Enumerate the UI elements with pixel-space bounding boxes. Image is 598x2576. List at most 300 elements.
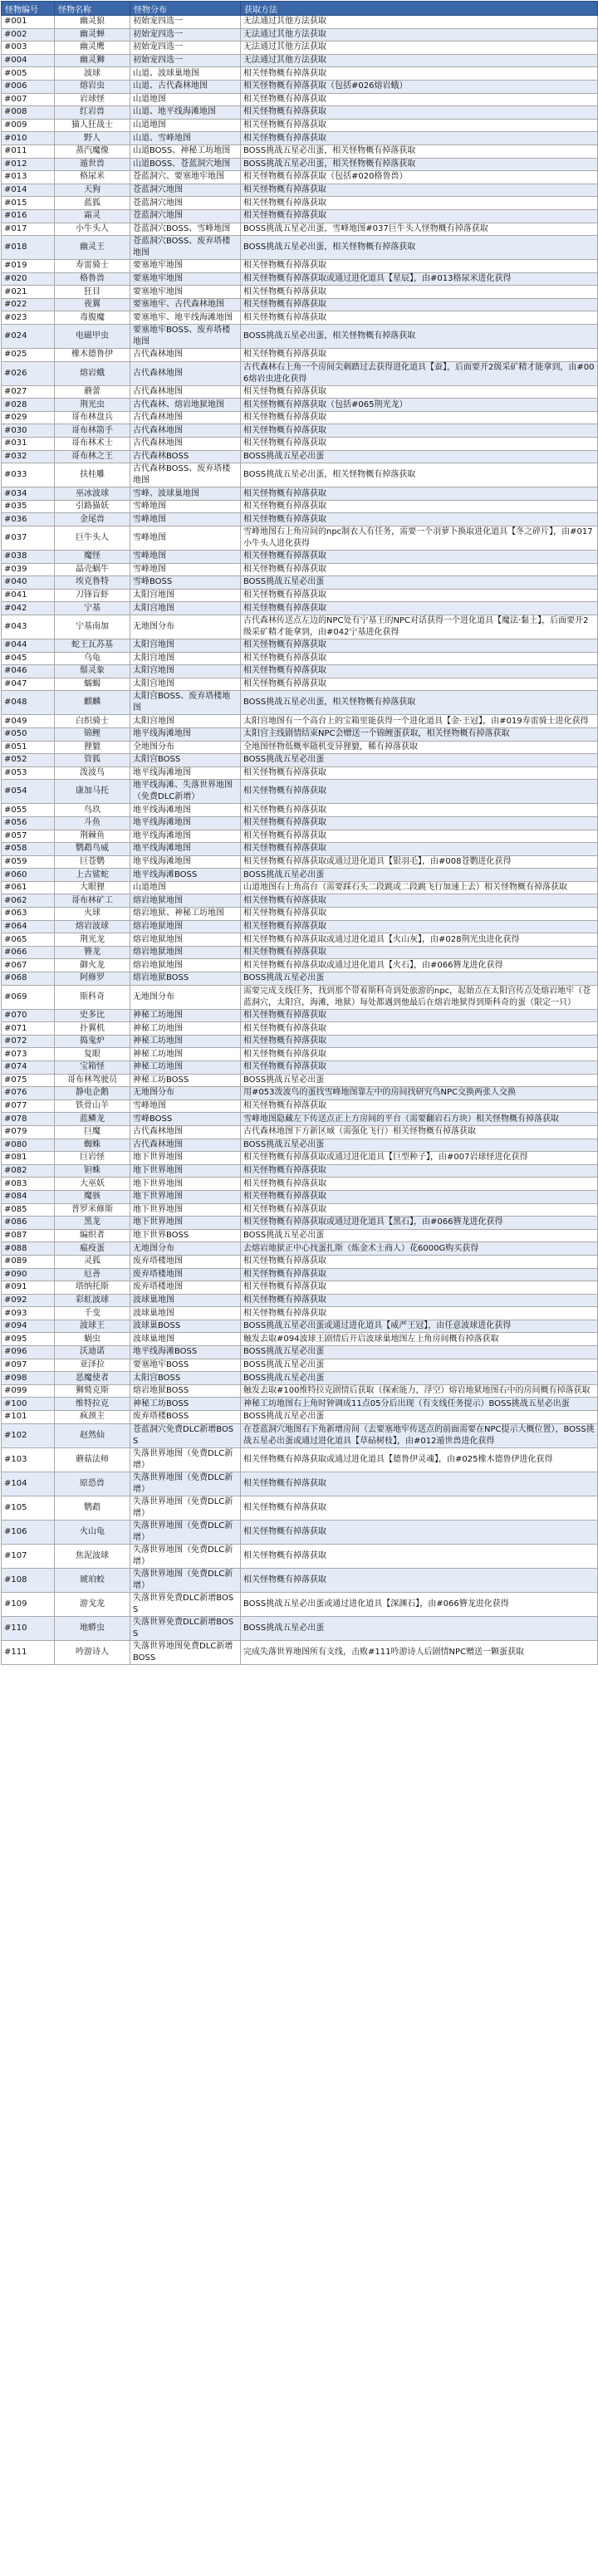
cell-method: BOSS挑战五星必出蛋，相关怪物概有掉落获取 bbox=[241, 463, 598, 487]
table-row bbox=[2, 171, 598, 184]
cell-method: 相关怪物概有掉落获取（包括#065荆光龙） bbox=[241, 399, 598, 412]
cell-id: #047 bbox=[2, 678, 55, 691]
table-row bbox=[2, 1423, 598, 1447]
cell-name: 赵然仙 bbox=[55, 1423, 130, 1447]
cell-name: 钽蛛 bbox=[55, 1164, 130, 1178]
cell-location: 古代森林地图 bbox=[130, 424, 241, 438]
cell-id: #024 bbox=[2, 325, 55, 349]
cell-name: 蒸汽魔像 bbox=[55, 144, 130, 158]
cell-location: 要塞地牢地图 bbox=[130, 286, 241, 299]
cell-name: 波球王 bbox=[55, 1320, 130, 1333]
cell-location: 古代森林地图 bbox=[130, 438, 241, 451]
cell-method: 相关怪物概有掉落获取 bbox=[241, 804, 598, 817]
cell-location: 古代森林、熔岩地狱地图 bbox=[130, 399, 241, 412]
table-row bbox=[2, 1616, 598, 1640]
cell-id: #056 bbox=[2, 816, 55, 830]
cell-location: 失落世界免费DLC新增BOSS bbox=[130, 1592, 241, 1616]
cell-location: 地下世界地图 bbox=[130, 1152, 241, 1165]
table-row bbox=[2, 691, 598, 715]
cell-id: #014 bbox=[2, 184, 55, 197]
table-row bbox=[2, 589, 598, 602]
cell-id: #012 bbox=[2, 158, 55, 171]
cell-name: 厄善 bbox=[55, 1268, 130, 1281]
cell-name: 史多比 bbox=[55, 1009, 130, 1022]
cell-name: 恶魔使者 bbox=[55, 1372, 130, 1385]
cell-location: 无地图分布 bbox=[130, 1087, 241, 1100]
cell-name: 橡木德鲁伊 bbox=[55, 349, 130, 362]
cell-id: #001 bbox=[2, 16, 55, 29]
table-row bbox=[2, 1217, 598, 1230]
cell-method: 相关怪物概有掉落获取 bbox=[241, 1568, 598, 1592]
cell-location: 波球巢地图 bbox=[130, 1294, 241, 1307]
cell-id: #057 bbox=[2, 830, 55, 843]
table-row bbox=[2, 1087, 598, 1100]
table-row bbox=[2, 754, 598, 767]
table-row bbox=[2, 500, 598, 513]
cell-location: 波球巢地图 bbox=[130, 1307, 241, 1320]
cell-method: 相关怪物概有掉落获取 bbox=[241, 286, 598, 299]
cell-method: 相关怪物概有掉落获取或通过进化道具【火山灰】，由#028荆光虫进化获得 bbox=[241, 933, 598, 947]
cell-method: 相关怪物概有掉落获取 bbox=[241, 1164, 598, 1178]
cell-name: 复眼 bbox=[55, 1048, 130, 1061]
table-row bbox=[2, 361, 598, 385]
cell-name: 上古鲨蛇 bbox=[55, 869, 130, 882]
table-row bbox=[2, 1255, 598, 1268]
cell-method: 雪峰地图右上角房间的npc制衣人有任务，需要一个羽萝卜换取进化道具【冬之碎片】，由#017小牛头人进化获得 bbox=[241, 526, 598, 551]
cell-location: 古代森林地图 bbox=[130, 411, 241, 424]
cell-method: BOSS挑战五星必出蛋 bbox=[241, 754, 598, 767]
cell-location: 要塞地牢地图 bbox=[130, 272, 241, 286]
cell-id: #067 bbox=[2, 959, 55, 972]
cell-id: #087 bbox=[2, 1229, 55, 1242]
cell-method: BOSS挑战五星必出蛋 bbox=[241, 1074, 598, 1087]
table-row bbox=[2, 881, 598, 894]
cell-id: #052 bbox=[2, 754, 55, 767]
cell-location: 波球巢BOSS bbox=[130, 1320, 241, 1333]
cell-location: 废弃塔楼BOSS bbox=[130, 1411, 241, 1424]
cell-name: 巨牛头人 bbox=[55, 526, 130, 551]
cell-id: #003 bbox=[2, 42, 55, 55]
cell-location: 地下世界地图 bbox=[130, 1217, 241, 1230]
cell-id: #092 bbox=[2, 1294, 55, 1307]
cell-name: 巨魔 bbox=[55, 1125, 130, 1139]
cell-name: 天狗 bbox=[55, 184, 130, 197]
table-row bbox=[2, 972, 598, 986]
table-row bbox=[2, 1074, 598, 1087]
cell-location: 雪峰BOSS bbox=[130, 1113, 241, 1126]
cell-name: 熔岩蛾 bbox=[55, 361, 130, 385]
cell-id: #017 bbox=[2, 223, 55, 236]
table-row bbox=[2, 816, 598, 830]
cell-name: 阿修罗 bbox=[55, 972, 130, 986]
table-row bbox=[2, 209, 598, 223]
cell-id: #031 bbox=[2, 438, 55, 451]
cell-id: #006 bbox=[2, 80, 55, 93]
table-row bbox=[2, 385, 598, 399]
cell-method: 无法通过其他方法获取 bbox=[241, 42, 598, 55]
cell-name: 巫冰波球 bbox=[55, 487, 130, 501]
table-row bbox=[2, 1346, 598, 1359]
table-row bbox=[2, 1152, 598, 1165]
cell-name: 捣鬼炉 bbox=[55, 1035, 130, 1048]
cell-id: #081 bbox=[2, 1152, 55, 1165]
table-row bbox=[2, 1022, 598, 1036]
cell-method: 相关怪物概有掉落获取 bbox=[241, 843, 598, 856]
table-row bbox=[2, 1164, 598, 1178]
cell-name: 簪龙 bbox=[55, 946, 130, 959]
table-row bbox=[2, 106, 598, 120]
cell-method: 全地图怪物低概率随机变异狸貔，稀有掉落获取 bbox=[241, 741, 598, 754]
table-row bbox=[2, 80, 598, 93]
cell-id: #018 bbox=[2, 236, 55, 260]
cell-name: 彩虹波球 bbox=[55, 1294, 130, 1307]
cell-id: #084 bbox=[2, 1190, 55, 1203]
table-row bbox=[2, 678, 598, 691]
cell-name: 魔骇 bbox=[55, 1190, 130, 1203]
cell-name: 哥布林盘兵 bbox=[55, 411, 130, 424]
cell-location: 地平线海滩BOSS bbox=[130, 1346, 241, 1359]
cell-method: 相关怪物概有掉落获取 bbox=[241, 132, 598, 145]
cell-id: #039 bbox=[2, 563, 55, 576]
cell-name: 锦鲤 bbox=[55, 727, 130, 741]
table-row bbox=[2, 158, 598, 171]
cell-name: 埃克鲁特 bbox=[55, 576, 130, 590]
cell-name: 金尾兽 bbox=[55, 513, 130, 526]
cell-location: 熔岩地狱地图 bbox=[130, 894, 241, 908]
table-row bbox=[2, 1640, 598, 1664]
cell-name: 霜灵 bbox=[55, 209, 130, 223]
table-row bbox=[2, 438, 598, 451]
table-row bbox=[2, 1307, 598, 1320]
table-row bbox=[2, 843, 598, 856]
cell-method: 相关怪物概有掉落获取或通过进化道具【银羽毛】，由#008苍鹦进化获得 bbox=[241, 855, 598, 869]
cell-id: #020 bbox=[2, 272, 55, 286]
cell-id: #082 bbox=[2, 1164, 55, 1178]
cell-name: 哥布林矿工 bbox=[55, 894, 130, 908]
table-row bbox=[2, 1544, 598, 1568]
cell-method: 相关怪物概有掉落获取 bbox=[241, 639, 598, 652]
cell-location: 地下世界地图 bbox=[130, 1178, 241, 1191]
cell-name: 蘑菇法师 bbox=[55, 1447, 130, 1472]
cell-name: 康加马托 bbox=[55, 780, 130, 804]
table-row bbox=[2, 1447, 598, 1472]
table-row bbox=[2, 1125, 598, 1139]
cell-location: 古代森林地图 bbox=[130, 1125, 241, 1139]
cell-method: 相关怪物概有掉落获取 bbox=[241, 93, 598, 106]
cell-name: 小牛头人 bbox=[55, 223, 130, 236]
table-row bbox=[2, 184, 598, 197]
cell-name: 寿雷骑士 bbox=[55, 260, 130, 273]
cell-method: 相关怪物概有掉落获取或通过进化道具【黑石】，由#066簪龙进化获得 bbox=[241, 1217, 598, 1230]
cell-name: 千变 bbox=[55, 1307, 130, 1320]
cell-location: 雪峰、波球巢地图 bbox=[130, 487, 241, 501]
cell-location: 古代森林BOSS、废弃塔楼地图 bbox=[130, 463, 241, 487]
cell-name: 地蟒虫 bbox=[55, 1616, 130, 1640]
table-row bbox=[2, 551, 598, 564]
cell-location: 雪峰地图 bbox=[130, 1099, 241, 1113]
cell-location: 神秘工坊BOSS bbox=[130, 1074, 241, 1087]
cell-method: 相关怪物概有掉落获取 bbox=[241, 1009, 598, 1022]
cell-id: #079 bbox=[2, 1125, 55, 1139]
header-row bbox=[2, 2, 598, 16]
cell-method: 相关怪物概有掉落获取 bbox=[241, 1281, 598, 1295]
cell-id: #030 bbox=[2, 424, 55, 438]
cell-id: #059 bbox=[2, 855, 55, 869]
table-row bbox=[2, 1472, 598, 1496]
cell-location: 神秘工坊地图 bbox=[130, 1061, 241, 1075]
cell-location: 苍蓝洞穴BOSS、雪峰地图 bbox=[130, 223, 241, 236]
cell-id: #055 bbox=[2, 804, 55, 817]
cell-id: #078 bbox=[2, 1113, 55, 1126]
cell-location: 要塞地牢、古代森林地图 bbox=[130, 298, 241, 311]
cell-method: BOSS挑战五星必出蛋，相关怪物概有掉落获取 bbox=[241, 325, 598, 349]
cell-id: #010 bbox=[2, 132, 55, 145]
cell-id: #066 bbox=[2, 946, 55, 959]
cell-method: 古代森林地图下方新区域（需强化飞行）相关怪物概有掉落获取 bbox=[241, 1125, 598, 1139]
table-row bbox=[2, 411, 598, 424]
cell-method: 用#053泼波鸟的蛋找雪峰地图靠左中的房间找研究鸟NPC交换两张人交换 bbox=[241, 1087, 598, 1100]
table-row bbox=[2, 894, 598, 908]
cell-location: 地平线海滩地图 bbox=[130, 843, 241, 856]
cell-method: 相关怪物概有掉落获取 bbox=[241, 1022, 598, 1036]
cell-location: 熔岩地狱BOSS bbox=[130, 1384, 241, 1398]
cell-name: 黑龙 bbox=[55, 1217, 130, 1230]
cell-method: 神秘工坊地图右上角时钟调成11点05分后出现（有支线任务提示）BOSS挑战五星必出蛋 bbox=[241, 1398, 598, 1411]
cell-id: #029 bbox=[2, 411, 55, 424]
cell-name: 幽灵狮 bbox=[55, 54, 130, 67]
cell-method: 相关怪物概有掉落获取或通过进化道具【星辰】，由#013格尿米进化获得 bbox=[241, 272, 598, 286]
cell-name: 琥珀蛟 bbox=[55, 1568, 130, 1592]
cell-method: BOSS挑战五星必出蛋 bbox=[241, 972, 598, 986]
table-row bbox=[2, 16, 598, 29]
cell-location: 雪峰地图 bbox=[130, 500, 241, 513]
cell-name: 幽灵蝉 bbox=[55, 28, 130, 42]
cell-name: 红岩兽 bbox=[55, 106, 130, 120]
monster-table bbox=[1, 1, 598, 1665]
cell-name: 静电企鹅 bbox=[55, 1087, 130, 1100]
table-row bbox=[2, 933, 598, 947]
cell-id: #109 bbox=[2, 1592, 55, 1616]
table-row bbox=[2, 236, 598, 260]
cell-name: 狸貔 bbox=[55, 741, 130, 754]
cell-location: 山道地图 bbox=[130, 881, 241, 894]
cell-name: 狂目 bbox=[55, 286, 130, 299]
header-method: 获取方法 bbox=[241, 2, 598, 16]
cell-method: 相关怪物概有掉落获取 bbox=[241, 894, 598, 908]
table-row bbox=[2, 1496, 598, 1520]
table-row bbox=[2, 946, 598, 959]
cell-name: 火山龟 bbox=[55, 1520, 130, 1544]
table-row bbox=[2, 1281, 598, 1295]
cell-name: 火球 bbox=[55, 908, 130, 921]
cell-method: 相关怪物概有掉落获取 bbox=[241, 67, 598, 81]
cell-name: 晶壳蜗牛 bbox=[55, 563, 130, 576]
cell-name: 普罗米修斯 bbox=[55, 1203, 130, 1217]
cell-method: 相关怪物概有掉落获取 bbox=[241, 1268, 598, 1281]
cell-name: 哥布林驾驶员 bbox=[55, 1074, 130, 1087]
cell-method: BOSS挑战五星必出蛋，相关怪物概有掉落获取 bbox=[241, 158, 598, 171]
header-name: 怪物名称 bbox=[55, 2, 130, 16]
cell-id: #034 bbox=[2, 487, 55, 501]
cell-name: 鹦鹉鸟威 bbox=[55, 843, 130, 856]
cell-id: #086 bbox=[2, 1217, 55, 1230]
cell-id: #099 bbox=[2, 1384, 55, 1398]
cell-id: #050 bbox=[2, 727, 55, 741]
cell-location: 雪峰地图 bbox=[130, 563, 241, 576]
cell-method: BOSS挑战五星必出蛋 bbox=[241, 1616, 598, 1640]
cell-name: 引路猫妖 bbox=[55, 500, 130, 513]
cell-location: 苍蓝洞穴、要塞地牢地图 bbox=[130, 171, 241, 184]
table-row bbox=[2, 1190, 598, 1203]
cell-method: 相关怪物概有掉落获取 bbox=[241, 119, 598, 132]
cell-location: 山道地图 bbox=[130, 119, 241, 132]
cell-id: #070 bbox=[2, 1009, 55, 1022]
cell-method: 相关怪物概有掉落获取 bbox=[241, 1255, 598, 1268]
cell-name: 哥布林术士 bbox=[55, 438, 130, 451]
table-row bbox=[2, 450, 598, 463]
cell-method: 相关怪物概有掉落获取 bbox=[241, 665, 598, 678]
cell-location: 无地图分布 bbox=[130, 1242, 241, 1256]
cell-name: 狮鹫克斯 bbox=[55, 1384, 130, 1398]
table-row bbox=[2, 1009, 598, 1022]
table-row bbox=[2, 665, 598, 678]
cell-id: #019 bbox=[2, 260, 55, 273]
cell-name: 扑翼机 bbox=[55, 1022, 130, 1036]
cell-location: 山道、地平线海滩地图 bbox=[130, 106, 241, 120]
table-row bbox=[2, 1568, 598, 1592]
cell-location: 地下世界地图 bbox=[130, 1190, 241, 1203]
table-row bbox=[2, 741, 598, 754]
cell-name: 大眼狸 bbox=[55, 881, 130, 894]
cell-name: 斗鱼 bbox=[55, 816, 130, 830]
cell-id: #051 bbox=[2, 741, 55, 754]
cell-location: 失落世界地图（免费DLC新增） bbox=[130, 1544, 241, 1568]
cell-id: #021 bbox=[2, 286, 55, 299]
table-row bbox=[2, 1113, 598, 1126]
cell-location: 雪峰地图 bbox=[130, 551, 241, 564]
cell-method: 相关怪物概有掉落获取 bbox=[241, 652, 598, 665]
cell-id: #063 bbox=[2, 908, 55, 921]
table-row bbox=[2, 1048, 598, 1061]
cell-name: 电磁甲虫 bbox=[55, 325, 130, 349]
cell-id: #073 bbox=[2, 1048, 55, 1061]
cell-name: 瘟疫蛋 bbox=[55, 1242, 130, 1256]
cell-id: #111 bbox=[2, 1640, 55, 1664]
cell-location: 失落世界地图（免费DLC新增） bbox=[130, 1472, 241, 1496]
cell-method: 太阳宫地图有一个高台上的宝箱里能获得一个进化道具【金·王冠】，由#019寿雷骑士进化获得 bbox=[241, 715, 598, 728]
cell-location: 地下世界地图 bbox=[130, 1203, 241, 1217]
table-row bbox=[2, 869, 598, 882]
cell-location: 熔岩地狱地图 bbox=[130, 959, 241, 972]
cell-id: #053 bbox=[2, 766, 55, 780]
cell-name: 巨岩怪 bbox=[55, 1152, 130, 1165]
table-row bbox=[2, 260, 598, 273]
cell-name: 巨苍鹦 bbox=[55, 855, 130, 869]
table-row bbox=[2, 526, 598, 551]
cell-id: #044 bbox=[2, 639, 55, 652]
cell-id: #002 bbox=[2, 28, 55, 42]
cell-name: 幽灵狼 bbox=[55, 16, 130, 29]
cell-location: 太阳宫BOSS、废弃塔楼地图 bbox=[130, 691, 241, 715]
table-row bbox=[2, 715, 598, 728]
cell-id: #023 bbox=[2, 311, 55, 325]
cell-method: BOSS挑战五星必出蛋，雪峰地图#037巨牛头人怪物概有掉落获取 bbox=[241, 223, 598, 236]
table-row bbox=[2, 513, 598, 526]
table-row bbox=[2, 804, 598, 817]
cell-name: 格鲁兽 bbox=[55, 272, 130, 286]
cell-name: 塔纳托斯 bbox=[55, 1281, 130, 1295]
cell-name: 鹦鹉 bbox=[55, 1496, 130, 1520]
cell-method: 相关怪物概有掉落获取 bbox=[241, 946, 598, 959]
cell-id: #071 bbox=[2, 1022, 55, 1036]
cell-location: 失落世界地图（免费DLC新增） bbox=[130, 1496, 241, 1520]
table-row bbox=[2, 639, 598, 652]
cell-method: 相关怪物概有掉落获取 bbox=[241, 589, 598, 602]
cell-id: #042 bbox=[2, 602, 55, 615]
cell-name: 大巫妖 bbox=[55, 1178, 130, 1191]
cell-id: #048 bbox=[2, 691, 55, 715]
cell-location: 太阳宫BOSS bbox=[130, 754, 241, 767]
cell-method: 相关怪物概有掉落获取 bbox=[241, 678, 598, 691]
cell-name: 熔岩虫 bbox=[55, 80, 130, 93]
cell-id: #110 bbox=[2, 1616, 55, 1640]
cell-method: 相关怪物概有掉落获取 bbox=[241, 766, 598, 780]
cell-method: 相关怪物概有掉落获取 bbox=[241, 385, 598, 399]
table-row bbox=[2, 42, 598, 55]
table-row bbox=[2, 1099, 598, 1113]
cell-id: #097 bbox=[2, 1359, 55, 1372]
cell-method: 相关怪物概有掉落获取（包括#020格鲁兽） bbox=[241, 171, 598, 184]
cell-method: 古代森林右上角一个房间尖刺踏过去获得进化道具【蚕】，后面要开2级采矿精才能拿到，由#006熔岩虫进化获得 bbox=[241, 361, 598, 385]
table-row bbox=[2, 563, 598, 576]
cell-location: 地平线海滩地图 bbox=[130, 816, 241, 830]
cell-location: 太阳宫地图 bbox=[130, 639, 241, 652]
cell-id: #085 bbox=[2, 1203, 55, 1217]
table-row bbox=[2, 920, 598, 933]
table-row bbox=[2, 1372, 598, 1385]
cell-method: 相关怪物概有掉落获取 bbox=[241, 1099, 598, 1113]
cell-method: BOSS挑战五星必出蛋 bbox=[241, 1229, 598, 1242]
table-row bbox=[2, 487, 598, 501]
cell-id: #068 bbox=[2, 972, 55, 986]
cell-location: 熔岩地狱地图 bbox=[130, 933, 241, 947]
cell-location: 雪峰BOSS bbox=[130, 576, 241, 590]
table-row bbox=[2, 727, 598, 741]
cell-id: #027 bbox=[2, 385, 55, 399]
cell-id: #038 bbox=[2, 551, 55, 564]
cell-location: 苍蓝洞穴免费DLC新增BOSS bbox=[130, 1423, 241, 1447]
cell-name: 毒腹魔 bbox=[55, 311, 130, 325]
cell-method: BOSS挑战五星必出蛋 bbox=[241, 450, 598, 463]
cell-method: 相关怪物概有掉落获取 bbox=[241, 1203, 598, 1217]
cell-method: BOSS挑战五星必出蛋或通过进化道具【威严王冠】，由任意波球进化获得 bbox=[241, 1320, 598, 1333]
cell-location: 失落世界免费DLC新增BOSS bbox=[130, 1616, 241, 1640]
cell-method: 相关怪物概有掉落获取 bbox=[241, 513, 598, 526]
cell-name: 宁基 bbox=[55, 602, 130, 615]
cell-location: 要塞地牢地图 bbox=[130, 260, 241, 273]
table-row bbox=[2, 1294, 598, 1307]
cell-location: 雪峰地图 bbox=[130, 526, 241, 551]
cell-name: 斯科奇 bbox=[55, 985, 130, 1009]
cell-name: 游戈龙 bbox=[55, 1592, 130, 1616]
cell-method: 去熔岩地狱正中心找蛋扎斯（炼金术士商人）花6000G购买获得 bbox=[241, 1242, 598, 1256]
cell-name: 沃迪诺 bbox=[55, 1346, 130, 1359]
cell-location: 神秘工坊地图 bbox=[130, 1009, 241, 1022]
cell-id: #080 bbox=[2, 1139, 55, 1152]
cell-name: 猫人狂战士 bbox=[55, 119, 130, 132]
table-row bbox=[2, 424, 598, 438]
cell-name: 野人 bbox=[55, 132, 130, 145]
